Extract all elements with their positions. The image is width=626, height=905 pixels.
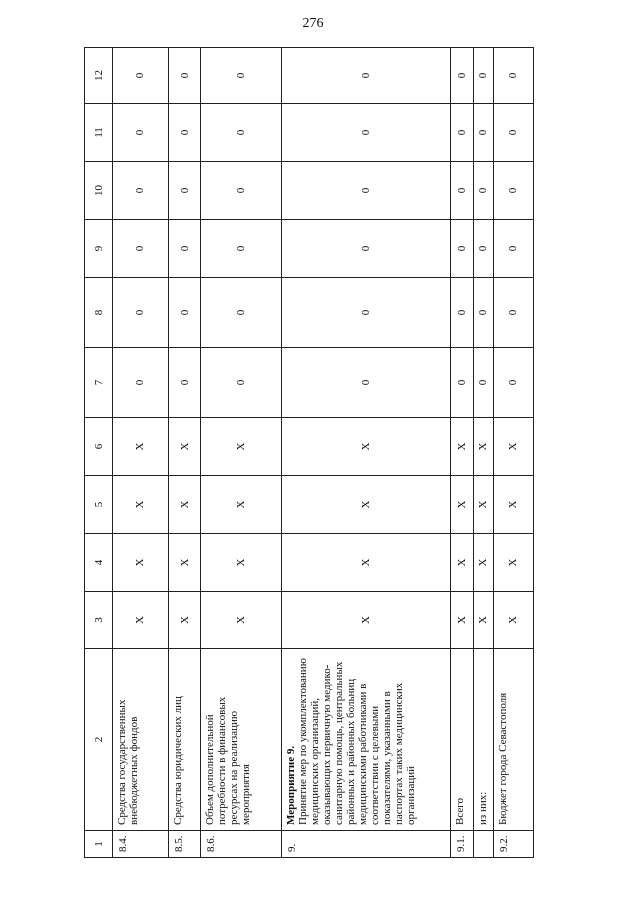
value-cell: 0 <box>113 162 168 220</box>
value-cell: X <box>168 534 201 592</box>
col-header: 5 <box>85 476 113 534</box>
table-row <box>168 48 201 858</box>
row-description: Всего <box>451 649 474 831</box>
value-cell: X <box>493 534 533 592</box>
value-cell: X <box>281 418 451 476</box>
value-cell: 0 <box>168 220 201 278</box>
row-description <box>281 649 451 831</box>
rotated-table-container <box>84 48 534 858</box>
value-cell: X <box>168 418 201 476</box>
row-number: 8.5. <box>168 831 201 858</box>
value-cell: X <box>201 592 281 649</box>
page-number: 276 <box>302 16 324 31</box>
table-row <box>201 48 281 858</box>
col-header: 2 <box>85 649 113 831</box>
table-row <box>113 48 168 858</box>
value-cell: 0 <box>113 348 168 418</box>
value-cell: 0 <box>493 162 533 220</box>
value-cell: 0 <box>113 220 168 278</box>
value-cell: 0 <box>451 162 474 220</box>
value-cell: 0 <box>113 278 168 348</box>
value-cell: 0 <box>201 48 281 104</box>
value-cell: X <box>474 534 494 592</box>
value-cell: 0 <box>493 348 533 418</box>
col-header: 11 <box>85 104 113 162</box>
value-cell: X <box>201 534 281 592</box>
value-cell: 0 <box>451 220 474 278</box>
value-cell: X <box>474 418 494 476</box>
value-cell: 0 <box>201 220 281 278</box>
value-cell: 0 <box>281 278 451 348</box>
value-cell: 0 <box>474 162 494 220</box>
row-description: Средства государственных внебюджетных фондов <box>113 649 168 831</box>
row-number: 9.1. <box>451 831 474 858</box>
row-description: Средства юридических лиц <box>168 649 201 831</box>
table-row <box>493 48 533 858</box>
value-cell: 0 <box>281 162 451 220</box>
row-number: 9.2. <box>493 831 533 858</box>
row-description: из них: <box>474 649 494 831</box>
value-cell: X <box>168 592 201 649</box>
col-header: 10 <box>85 162 113 220</box>
col-header: 4 <box>85 534 113 592</box>
value-cell: 0 <box>493 48 533 104</box>
value-cell: X <box>201 476 281 534</box>
value-cell: X <box>113 418 168 476</box>
value-cell: 0 <box>474 104 494 162</box>
value-cell: X <box>474 592 494 649</box>
row-number: 9. <box>281 831 451 858</box>
value-cell: X <box>451 476 474 534</box>
measure-title: Мероприятие 9. <box>284 745 297 825</box>
value-cell: 0 <box>451 348 474 418</box>
value-cell: X <box>493 418 533 476</box>
value-cell: 0 <box>474 220 494 278</box>
value-cell: 0 <box>493 220 533 278</box>
value-cell: 0 <box>493 104 533 162</box>
value-cell: 0 <box>113 48 168 104</box>
row-description: Бюджет города Севастополя <box>493 649 533 831</box>
value-cell: 0 <box>451 48 474 104</box>
value-cell: X <box>281 534 451 592</box>
table-row <box>474 48 494 858</box>
value-cell: 0 <box>474 278 494 348</box>
value-cell: X <box>168 476 201 534</box>
value-cell: 0 <box>474 48 494 104</box>
value-cell: 0 <box>201 348 281 418</box>
value-cell: 0 <box>201 162 281 220</box>
budget-table <box>84 47 534 858</box>
row-number: 8.4. <box>113 831 168 858</box>
value-cell: X <box>493 476 533 534</box>
row-number: 8.6. <box>201 831 281 858</box>
col-header: 6 <box>85 418 113 476</box>
row-number <box>474 831 494 858</box>
value-cell: 0 <box>201 104 281 162</box>
value-cell: X <box>451 418 474 476</box>
value-cell: 0 <box>451 278 474 348</box>
table-row <box>451 48 474 858</box>
value-cell: X <box>113 534 168 592</box>
value-cell: 0 <box>168 48 201 104</box>
value-cell: X <box>201 418 281 476</box>
value-cell: 0 <box>281 220 451 278</box>
measure-text: Принятие мер по укомплектованию медицинских организаций, оказывающих первичную медико-санитарную помощь, центральных районных и районных больниц медицинскими работниками в соответствии с целевыми показателями, указанными в паспортах таких медицинских организаций <box>296 658 417 825</box>
col-header: 8 <box>85 278 113 348</box>
value-cell: X <box>451 534 474 592</box>
value-cell: 0 <box>113 104 168 162</box>
table-row <box>281 48 451 858</box>
value-cell: 0 <box>493 278 533 348</box>
col-header: 3 <box>85 592 113 649</box>
col-header: 1 <box>85 831 113 858</box>
value-cell: X <box>113 476 168 534</box>
value-cell: X <box>493 592 533 649</box>
value-cell: X <box>281 476 451 534</box>
value-cell: 0 <box>168 348 201 418</box>
value-cell: X <box>474 476 494 534</box>
value-cell: 0 <box>451 104 474 162</box>
value-cell: 0 <box>168 104 201 162</box>
value-cell: 0 <box>281 104 451 162</box>
value-cell: X <box>451 592 474 649</box>
value-cell: 0 <box>168 278 201 348</box>
value-cell: 0 <box>201 278 281 348</box>
value-cell: X <box>113 592 168 649</box>
value-cell: 0 <box>281 48 451 104</box>
col-header: 9 <box>85 220 113 278</box>
col-header: 7 <box>85 348 113 418</box>
value-cell: 0 <box>281 348 451 418</box>
row-description: Объем дополнительной потребности в финансовых ресурсах на реализацию мероприятия <box>201 649 281 831</box>
value-cell: 0 <box>168 162 201 220</box>
col-header: 12 <box>85 48 113 104</box>
value-cell: X <box>281 592 451 649</box>
value-cell: 0 <box>474 348 494 418</box>
header-row <box>85 48 113 858</box>
